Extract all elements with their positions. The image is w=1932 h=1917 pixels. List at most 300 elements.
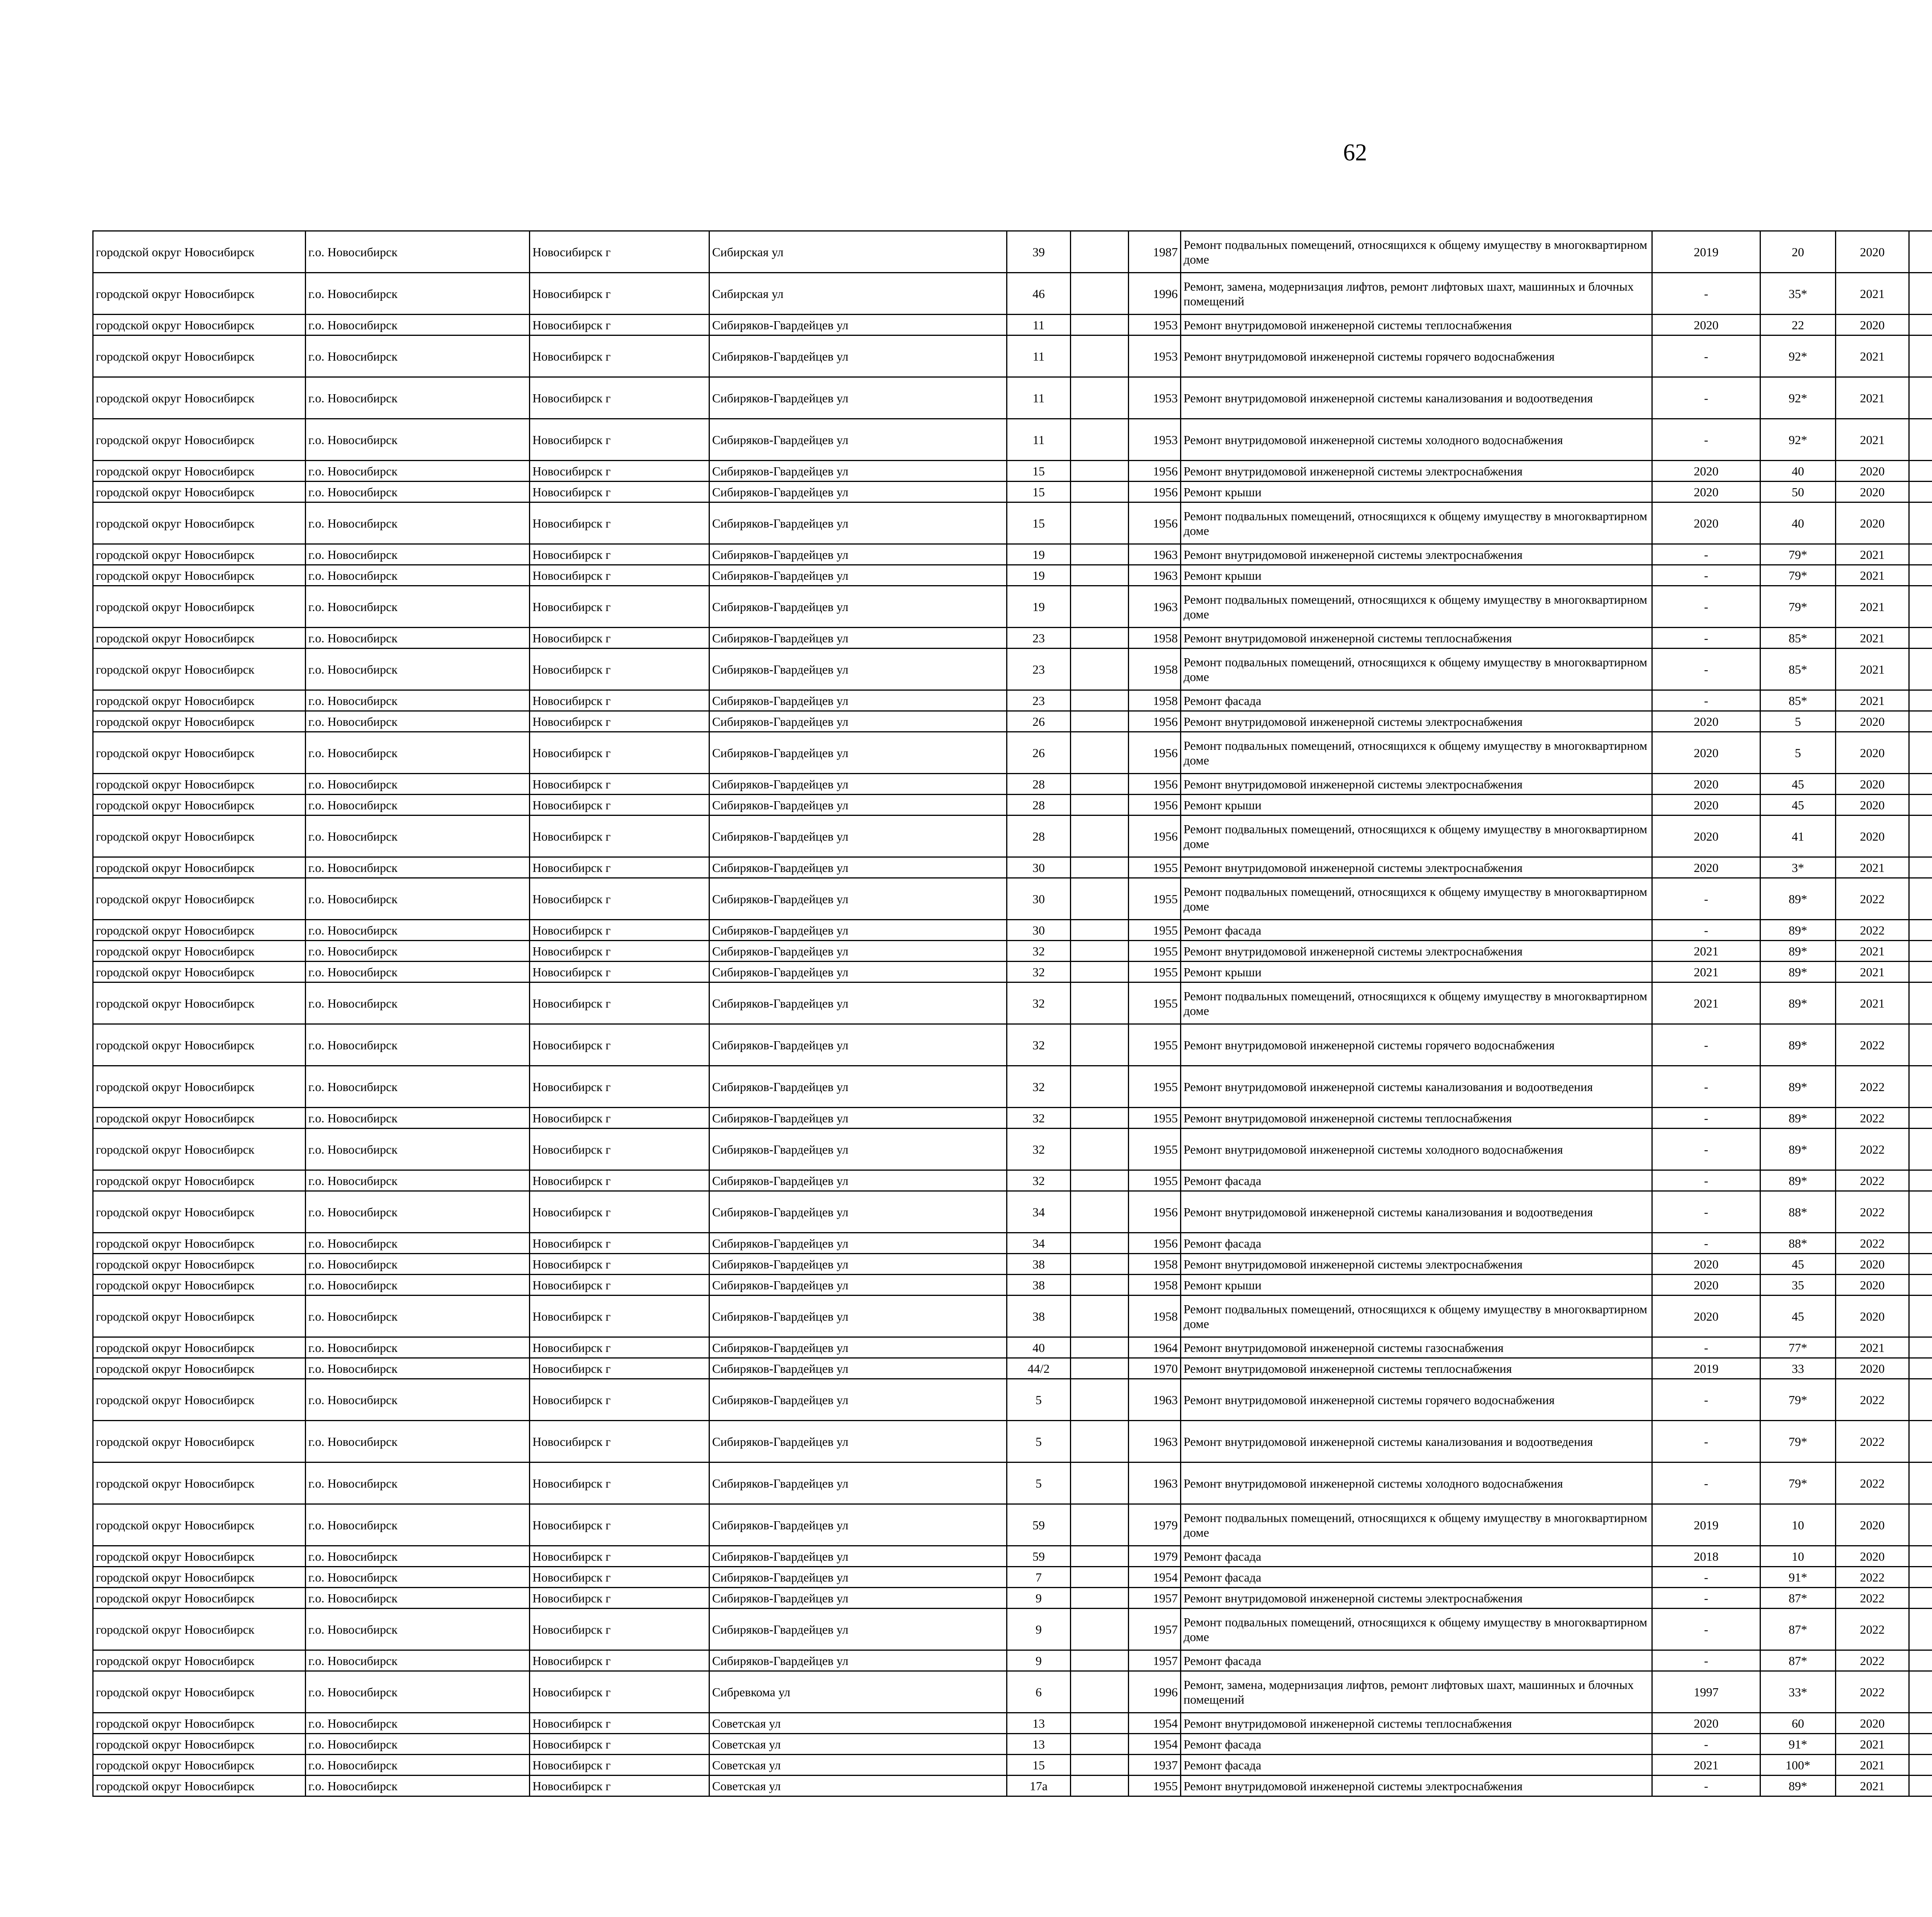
work-type-cell: Ремонт подвальных помещений, относящихся к общему имуществу в многоквартирном доме: [1181, 982, 1652, 1024]
table-row: [93, 1170, 1932, 1191]
build-year-cell: 1955: [1129, 962, 1181, 982]
wear-percent-cell: 45: [1760, 774, 1836, 795]
locality-cell: Новосибирск г: [530, 649, 709, 690]
urban-district-cell: г.о. Новосибирск: [306, 628, 530, 649]
last-repair-year-cell: 2019: [1652, 1504, 1760, 1546]
wear-percent-cell: 5: [1760, 732, 1836, 774]
work-type-cell: Ремонт внутридомовой инженерной системы холодного водоснабжения: [1181, 419, 1652, 461]
building-corpus-cell: [1071, 273, 1129, 315]
street-cell: Сибиряков-Гвардейцев ул: [709, 1296, 1007, 1337]
urban-district-cell: г.о. Новосибирск: [306, 1337, 530, 1358]
street-cell: Сибиряков-Гвардейцев ул: [709, 419, 1007, 461]
build-year-cell: 1953: [1129, 377, 1181, 419]
municipal-district-cell: городской округ Новосибирск: [93, 920, 306, 941]
plan-end-year-cell: [1909, 1379, 1932, 1421]
plan-start-year-cell: 2022: [1836, 1170, 1909, 1191]
plan-end-year-cell: [1909, 565, 1932, 586]
locality-cell: Новосибирск г: [530, 461, 709, 482]
table-row: [93, 461, 1932, 482]
work-type-cell: Ремонт внутридомовой инженерной системы теплоснабжения: [1181, 1713, 1652, 1734]
locality-cell: Новосибирск г: [530, 815, 709, 857]
build-year-cell: 1987: [1129, 231, 1181, 273]
work-type-cell: Ремонт внутридомовой инженерной системы холодного водоснабжения: [1181, 1129, 1652, 1170]
plan-end-year-cell: [1909, 962, 1932, 982]
street-cell: Сибирская ул: [709, 231, 1007, 273]
wear-percent-cell: 20: [1760, 231, 1836, 273]
work-type-cell: Ремонт фасада: [1181, 1567, 1652, 1588]
urban-district-cell: г.о. Новосибирск: [306, 1254, 530, 1275]
street-cell: Сибиряков-Гвардейцев ул: [709, 1650, 1007, 1671]
municipal-district-cell: городской округ Новосибирск: [93, 482, 306, 502]
street-cell: Сибиряков-Гвардейцев ул: [709, 1129, 1007, 1170]
plan-end-year-cell: [1909, 857, 1932, 878]
municipal-district-cell: городской округ Новосибирск: [93, 544, 306, 565]
street-cell: Сибиряков-Гвардейцев ул: [709, 1546, 1007, 1567]
plan-start-year-cell: 2021: [1836, 1337, 1909, 1358]
house-number-cell: 34: [1007, 1233, 1071, 1254]
plan-start-year-cell: 2022: [1836, 1129, 1909, 1170]
plan-start-year-cell: 2022: [1836, 1024, 1909, 1066]
urban-district-cell: г.о. Новосибирск: [306, 1296, 530, 1337]
municipal-district-cell: городской округ Новосибирск: [93, 732, 306, 774]
locality-cell: Новосибирск г: [530, 1337, 709, 1358]
house-number-cell: 23: [1007, 690, 1071, 711]
last-repair-year-cell: -: [1652, 1129, 1760, 1170]
locality-cell: Новосибирск г: [530, 1671, 709, 1713]
last-repair-year-cell: -: [1652, 1567, 1760, 1588]
locality-cell: Новосибирск г: [530, 1567, 709, 1588]
plan-start-year-cell: 2020: [1836, 795, 1909, 815]
urban-district-cell: г.о. Новосибирск: [306, 565, 530, 586]
work-type-cell: Ремонт фасада: [1181, 1170, 1652, 1191]
house-number-cell: 28: [1007, 774, 1071, 795]
work-type-cell: Ремонт подвальных помещений, относящихся к общему имуществу в многоквартирном доме: [1181, 586, 1652, 628]
build-year-cell: 1970: [1129, 1358, 1181, 1379]
build-year-cell: 1954: [1129, 1734, 1181, 1755]
house-number-cell: 6: [1007, 1671, 1071, 1713]
work-type-cell: Ремонт внутридомовой инженерной системы горячего водоснабжения: [1181, 335, 1652, 377]
street-cell: Сибиряков-Гвардейцев ул: [709, 649, 1007, 690]
building-corpus-cell: [1071, 628, 1129, 649]
table-row: [93, 482, 1932, 502]
work-type-cell: Ремонт внутридомовой инженерной системы электроснабжения: [1181, 774, 1652, 795]
wear-percent-cell: 35*: [1760, 273, 1836, 315]
locality-cell: Новосибирск г: [530, 1358, 709, 1379]
building-corpus-cell: [1071, 1567, 1129, 1588]
urban-district-cell: г.о. Новосибирск: [306, 1755, 530, 1776]
building-corpus-cell: [1071, 1776, 1129, 1796]
wear-percent-cell: 87*: [1760, 1609, 1836, 1650]
municipal-district-cell: городской округ Новосибирск: [93, 857, 306, 878]
plan-end-year-cell: [1909, 1108, 1932, 1129]
street-cell: Сибиряков-Гвардейцев ул: [709, 920, 1007, 941]
locality-cell: Новосибирск г: [530, 565, 709, 586]
plan-end-year-cell: [1909, 1755, 1932, 1776]
plan-end-year-cell: [1909, 1546, 1932, 1567]
municipal-district-cell: городской округ Новосибирск: [93, 962, 306, 982]
build-year-cell: 1955: [1129, 878, 1181, 920]
street-cell: Сибиряков-Гвардейцев ул: [709, 315, 1007, 335]
plan-end-year-cell: [1909, 1191, 1932, 1233]
urban-district-cell: г.о. Новосибирск: [306, 690, 530, 711]
house-number-cell: 7: [1007, 1567, 1071, 1588]
building-corpus-cell: [1071, 815, 1129, 857]
work-type-cell: Ремонт фасада: [1181, 690, 1652, 711]
urban-district-cell: г.о. Новосибирск: [306, 1024, 530, 1066]
build-year-cell: 1956: [1129, 711, 1181, 732]
work-type-cell: Ремонт внутридомовой инженерной системы канализования и водоотведения: [1181, 1066, 1652, 1108]
municipal-district-cell: городской округ Новосибирск: [93, 1755, 306, 1776]
municipal-district-cell: городской округ Новосибирск: [93, 1129, 306, 1170]
locality-cell: Новосибирск г: [530, 1233, 709, 1254]
last-repair-year-cell: 2020: [1652, 502, 1760, 544]
build-year-cell: 1957: [1129, 1650, 1181, 1671]
wear-percent-cell: 89*: [1760, 1024, 1836, 1066]
table-row: [93, 628, 1932, 649]
last-repair-year-cell: 2020: [1652, 482, 1760, 502]
municipal-district-cell: городской округ Новосибирск: [93, 1254, 306, 1275]
house-number-cell: 19: [1007, 565, 1071, 586]
wear-percent-cell: 79*: [1760, 586, 1836, 628]
plan-end-year-cell: [1909, 920, 1932, 941]
urban-district-cell: г.о. Новосибирск: [306, 1588, 530, 1609]
house-number-cell: 30: [1007, 920, 1071, 941]
municipal-district-cell: городской округ Новосибирск: [93, 1296, 306, 1337]
registry-body: [93, 231, 1932, 1796]
plan-start-year-cell: 2021: [1836, 335, 1909, 377]
last-repair-year-cell: -: [1652, 544, 1760, 565]
urban-district-cell: г.о. Новосибирск: [306, 1462, 530, 1504]
table-row: [93, 315, 1932, 335]
municipal-district-cell: городской округ Новосибирск: [93, 1713, 306, 1734]
work-type-cell: Ремонт внутридомовой инженерной системы электроснабжения: [1181, 711, 1652, 732]
urban-district-cell: г.о. Новосибирск: [306, 1671, 530, 1713]
work-type-cell: Ремонт крыши: [1181, 795, 1652, 815]
street-cell: Сибиряков-Гвардейцев ул: [709, 482, 1007, 502]
locality-cell: Новосибирск г: [530, 962, 709, 982]
table-row: [93, 1671, 1932, 1713]
plan-start-year-cell: 2022: [1836, 1379, 1909, 1421]
house-number-cell: 23: [1007, 649, 1071, 690]
plan-start-year-cell: 2021: [1836, 273, 1909, 315]
wear-percent-cell: 89*: [1760, 962, 1836, 982]
house-number-cell: 19: [1007, 586, 1071, 628]
street-cell: Сибиряков-Гвардейцев ул: [709, 1191, 1007, 1233]
locality-cell: Новосибирск г: [530, 419, 709, 461]
urban-district-cell: г.о. Новосибирск: [306, 1609, 530, 1650]
plan-start-year-cell: 2021: [1836, 565, 1909, 586]
table-row: [93, 1504, 1932, 1546]
table-row: [93, 1358, 1932, 1379]
locality-cell: Новосибирск г: [530, 1296, 709, 1337]
last-repair-year-cell: 2021: [1652, 982, 1760, 1024]
wear-percent-cell: 100*: [1760, 1755, 1836, 1776]
table-row: [93, 649, 1932, 690]
table-row: [93, 1650, 1932, 1671]
work-type-cell: Ремонт подвальных помещений, относящихся к общему имуществу в многоквартирном доме: [1181, 502, 1652, 544]
locality-cell: Новосибирск г: [530, 1191, 709, 1233]
municipal-district-cell: городской округ Новосибирск: [93, 628, 306, 649]
plan-end-year-cell: [1909, 1776, 1932, 1796]
plan-end-year-cell: [1909, 419, 1932, 461]
table-row: [93, 774, 1932, 795]
last-repair-year-cell: 2020: [1652, 711, 1760, 732]
urban-district-cell: г.о. Новосибирск: [306, 273, 530, 315]
last-repair-year-cell: 2020: [1652, 315, 1760, 335]
wear-percent-cell: 10: [1760, 1546, 1836, 1567]
work-type-cell: Ремонт внутридомовой инженерной системы теплоснабжения: [1181, 1108, 1652, 1129]
building-corpus-cell: [1071, 1713, 1129, 1734]
house-number-cell: 32: [1007, 1108, 1071, 1129]
municipal-district-cell: городской округ Новосибирск: [93, 982, 306, 1024]
urban-district-cell: г.о. Новосибирск: [306, 1233, 530, 1254]
plan-end-year-cell: [1909, 941, 1932, 962]
house-number-cell: 32: [1007, 1066, 1071, 1108]
table-row: [93, 711, 1932, 732]
build-year-cell: 1955: [1129, 941, 1181, 962]
municipal-district-cell: городской округ Новосибирск: [93, 1421, 306, 1462]
last-repair-year-cell: 2021: [1652, 941, 1760, 962]
municipal-district-cell: городской округ Новосибирск: [93, 1358, 306, 1379]
street-cell: Сибиряков-Гвардейцев ул: [709, 795, 1007, 815]
wear-percent-cell: 5: [1760, 711, 1836, 732]
table-row: [93, 586, 1932, 628]
wear-percent-cell: 45: [1760, 1296, 1836, 1337]
building-corpus-cell: [1071, 1504, 1129, 1546]
last-repair-year-cell: -: [1652, 1462, 1760, 1504]
street-cell: Сибиряков-Гвардейцев ул: [709, 1170, 1007, 1191]
building-corpus-cell: [1071, 377, 1129, 419]
municipal-district-cell: городской округ Новосибирск: [93, 649, 306, 690]
last-repair-year-cell: 2020: [1652, 857, 1760, 878]
house-number-cell: 32: [1007, 1024, 1071, 1066]
locality-cell: Новосибирск г: [530, 1546, 709, 1567]
wear-percent-cell: 89*: [1760, 1776, 1836, 1796]
house-number-cell: 11: [1007, 377, 1071, 419]
street-cell: Сибиряков-Гвардейцев ул: [709, 544, 1007, 565]
work-type-cell: Ремонт внутридомовой инженерной системы теплоснабжения: [1181, 315, 1652, 335]
work-type-cell: Ремонт подвальных помещений, относящихся к общему имуществу в многоквартирном доме: [1181, 815, 1652, 857]
plan-end-year-cell: [1909, 502, 1932, 544]
urban-district-cell: г.о. Новосибирск: [306, 878, 530, 920]
street-cell: Сибиряков-Гвардейцев ул: [709, 774, 1007, 795]
work-type-cell: Ремонт, замена, модернизация лифтов, ремонт лифтовых шахт, машинных и блочных помещений: [1181, 1671, 1652, 1713]
last-repair-year-cell: 2020: [1652, 815, 1760, 857]
build-year-cell: 1955: [1129, 920, 1181, 941]
table-row: [93, 1275, 1932, 1296]
plan-end-year-cell: [1909, 711, 1932, 732]
last-repair-year-cell: -: [1652, 1191, 1760, 1233]
building-corpus-cell: [1071, 982, 1129, 1024]
plan-end-year-cell: [1909, 1588, 1932, 1609]
urban-district-cell: г.о. Новосибирск: [306, 1358, 530, 1379]
plan-start-year-cell: 2020: [1836, 732, 1909, 774]
building-corpus-cell: [1071, 1024, 1129, 1066]
work-type-cell: Ремонт крыши: [1181, 1275, 1652, 1296]
municipal-district-cell: городской округ Новосибирск: [93, 1233, 306, 1254]
plan-end-year-cell: [1909, 628, 1932, 649]
plan-start-year-cell: 2022: [1836, 1588, 1909, 1609]
locality-cell: Новосибирск г: [530, 1588, 709, 1609]
plan-end-year-cell: [1909, 1129, 1932, 1170]
urban-district-cell: г.о. Новосибирск: [306, 1734, 530, 1755]
wear-percent-cell: 3*: [1760, 857, 1836, 878]
urban-district-cell: г.о. Новосибирск: [306, 1650, 530, 1671]
house-number-cell: 44/2: [1007, 1358, 1071, 1379]
wear-percent-cell: 79*: [1760, 1379, 1836, 1421]
building-corpus-cell: [1071, 1254, 1129, 1275]
street-cell: Сибревкома ул: [709, 1671, 1007, 1713]
municipal-district-cell: городской округ Новосибирск: [93, 941, 306, 962]
last-repair-year-cell: 2020: [1652, 795, 1760, 815]
house-number-cell: 15: [1007, 461, 1071, 482]
plan-start-year-cell: 2020: [1836, 1296, 1909, 1337]
last-repair-year-cell: 2018: [1652, 1546, 1760, 1567]
last-repair-year-cell: -: [1652, 920, 1760, 941]
building-corpus-cell: [1071, 231, 1129, 273]
municipal-district-cell: городской округ Новосибирск: [93, 586, 306, 628]
table-row: [93, 419, 1932, 461]
build-year-cell: 1955: [1129, 1776, 1181, 1796]
urban-district-cell: г.о. Новосибирск: [306, 920, 530, 941]
building-corpus-cell: [1071, 1275, 1129, 1296]
municipal-district-cell: городской округ Новосибирск: [93, 1567, 306, 1588]
wear-percent-cell: 89*: [1760, 878, 1836, 920]
build-year-cell: 1979: [1129, 1504, 1181, 1546]
plan-end-year-cell: [1909, 1734, 1932, 1755]
table-row: [93, 690, 1932, 711]
plan-start-year-cell: 2020: [1836, 231, 1909, 273]
work-type-cell: Ремонт внутридомовой инженерной системы канализования и водоотведения: [1181, 377, 1652, 419]
plan-end-year-cell: [1909, 1337, 1932, 1358]
street-cell: Сибиряков-Гвардейцев ул: [709, 1421, 1007, 1462]
last-repair-year-cell: -: [1652, 1337, 1760, 1358]
street-cell: Сибиряков-Гвардейцев ул: [709, 335, 1007, 377]
urban-district-cell: г.о. Новосибирск: [306, 377, 530, 419]
table-row: [93, 1129, 1932, 1170]
plan-end-year-cell: [1909, 461, 1932, 482]
plan-start-year-cell: 2020: [1836, 502, 1909, 544]
street-cell: Сибиряков-Гвардейцев ул: [709, 982, 1007, 1024]
wear-percent-cell: 10: [1760, 1504, 1836, 1546]
plan-end-year-cell: [1909, 1713, 1932, 1734]
build-year-cell: 1955: [1129, 1170, 1181, 1191]
table-row: [93, 1108, 1932, 1129]
urban-district-cell: г.о. Новосибирск: [306, 982, 530, 1024]
plan-start-year-cell: 2022: [1836, 1066, 1909, 1108]
work-type-cell: Ремонт внутридомовой инженерной системы электроснабжения: [1181, 1588, 1652, 1609]
locality-cell: Новосибирск г: [530, 690, 709, 711]
table-row: [93, 732, 1932, 774]
wear-percent-cell: 33*: [1760, 1671, 1836, 1713]
locality-cell: Новосибирск г: [530, 1776, 709, 1796]
last-repair-year-cell: -: [1652, 586, 1760, 628]
last-repair-year-cell: -: [1652, 273, 1760, 315]
last-repair-year-cell: -: [1652, 1776, 1760, 1796]
repair-registry-table: [92, 230, 1932, 1797]
street-cell: Сибиряков-Гвардейцев ул: [709, 565, 1007, 586]
municipal-district-cell: городской округ Новосибирск: [93, 1275, 306, 1296]
plan-end-year-cell: [1909, 335, 1932, 377]
last-repair-year-cell: 2020: [1652, 1713, 1760, 1734]
street-cell: Советская ул: [709, 1776, 1007, 1796]
house-number-cell: 38: [1007, 1275, 1071, 1296]
locality-cell: Новосибирск г: [530, 711, 709, 732]
building-corpus-cell: [1071, 482, 1129, 502]
build-year-cell: 1963: [1129, 1462, 1181, 1504]
plan-end-year-cell: [1909, 1024, 1932, 1066]
street-cell: Сибиряков-Гвардейцев ул: [709, 1254, 1007, 1275]
plan-end-year-cell: [1909, 1066, 1932, 1108]
urban-district-cell: г.о. Новосибирск: [306, 774, 530, 795]
municipal-district-cell: городской округ Новосибирск: [93, 1379, 306, 1421]
building-corpus-cell: [1071, 1755, 1129, 1776]
building-corpus-cell: [1071, 795, 1129, 815]
plan-end-year-cell: [1909, 231, 1932, 273]
street-cell: Советская ул: [709, 1755, 1007, 1776]
municipal-district-cell: городской округ Новосибирск: [93, 1108, 306, 1129]
locality-cell: Новосибирск г: [530, 231, 709, 273]
building-corpus-cell: [1071, 335, 1129, 377]
plan-end-year-cell: [1909, 1650, 1932, 1671]
street-cell: Советская ул: [709, 1734, 1007, 1755]
plan-end-year-cell: [1909, 1504, 1932, 1546]
urban-district-cell: г.о. Новосибирск: [306, 1713, 530, 1734]
plan-end-year-cell: [1909, 795, 1932, 815]
urban-district-cell: г.о. Новосибирск: [306, 419, 530, 461]
house-number-cell: 9: [1007, 1609, 1071, 1650]
build-year-cell: 1963: [1129, 1379, 1181, 1421]
municipal-district-cell: городской округ Новосибирск: [93, 795, 306, 815]
house-number-cell: 11: [1007, 335, 1071, 377]
last-repair-year-cell: 2020: [1652, 1254, 1760, 1275]
municipal-district-cell: городской округ Новосибирск: [93, 1504, 306, 1546]
table-row: [93, 1254, 1932, 1275]
table-row: [93, 502, 1932, 544]
wear-percent-cell: 50: [1760, 482, 1836, 502]
work-type-cell: Ремонт подвальных помещений, относящихся к общему имуществу в многоквартирном доме: [1181, 1296, 1652, 1337]
house-number-cell: 26: [1007, 711, 1071, 732]
street-cell: Сибиряков-Гвардейцев ул: [709, 1024, 1007, 1066]
last-repair-year-cell: -: [1652, 1108, 1760, 1129]
plan-start-year-cell: 2022: [1836, 1108, 1909, 1129]
wear-percent-cell: 87*: [1760, 1588, 1836, 1609]
build-year-cell: 1956: [1129, 502, 1181, 544]
locality-cell: Новосибирск г: [530, 774, 709, 795]
plan-start-year-cell: 2021: [1836, 857, 1909, 878]
plan-start-year-cell: 2022: [1836, 1567, 1909, 1588]
table-row: [93, 1066, 1932, 1108]
wear-percent-cell: 89*: [1760, 1066, 1836, 1108]
build-year-cell: 1955: [1129, 1129, 1181, 1170]
last-repair-year-cell: -: [1652, 1650, 1760, 1671]
plan-start-year-cell: 2021: [1836, 419, 1909, 461]
locality-cell: Новосибирск г: [530, 1462, 709, 1504]
building-corpus-cell: [1071, 920, 1129, 941]
municipal-district-cell: городской округ Новосибирск: [93, 1170, 306, 1191]
table-row: [93, 1755, 1932, 1776]
work-type-cell: Ремонт фасада: [1181, 1755, 1652, 1776]
work-type-cell: Ремонт подвальных помещений, относящихся к общему имуществу в многоквартирном доме: [1181, 1504, 1652, 1546]
wear-percent-cell: 89*: [1760, 941, 1836, 962]
work-type-cell: Ремонт фасада: [1181, 1650, 1652, 1671]
build-year-cell: 1956: [1129, 482, 1181, 502]
plan-end-year-cell: [1909, 774, 1932, 795]
building-corpus-cell: [1071, 941, 1129, 962]
last-repair-year-cell: 2019: [1652, 231, 1760, 273]
last-repair-year-cell: -: [1652, 335, 1760, 377]
work-type-cell: Ремонт внутридомовой инженерной системы электроснабжения: [1181, 941, 1652, 962]
